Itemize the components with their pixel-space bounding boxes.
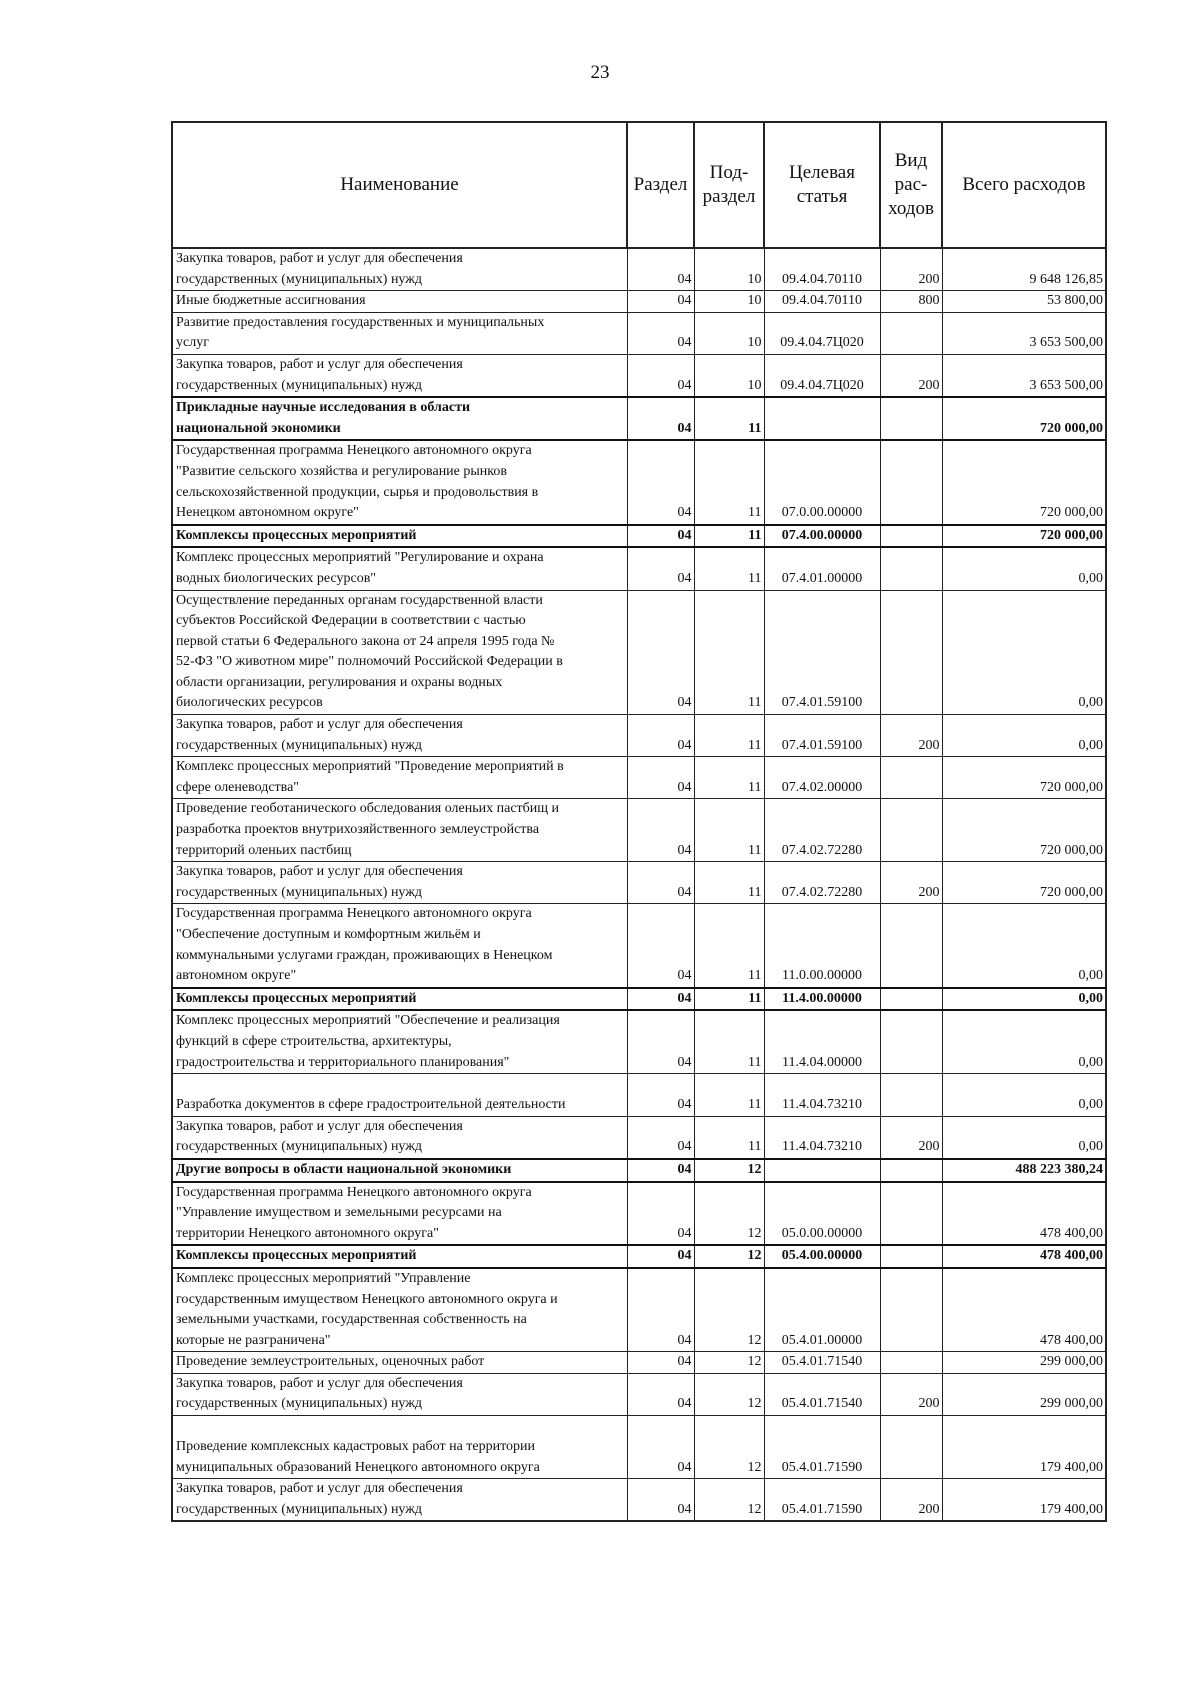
row-vid-cell: 200 [880,862,942,904]
row-name-cell: Закупка товаров, работ и услуг для обеспечения государственных (муниципальных) нужд [172,248,627,291]
row-vid-cell [880,547,942,590]
table-body [172,248,1106,1521]
table-row [172,1074,1106,1117]
row-razdel-cell: 04 [627,1352,694,1374]
row-razdel-cell: 04 [627,248,694,291]
row-total-cell: 0,00 [942,988,1106,1011]
row-podrazdel-cell: 11 [694,715,764,757]
row-vid-cell [880,590,942,715]
row-total-cell: 0,00 [942,1074,1106,1117]
row-name-cell: Иные бюджетные ассигнования [172,291,627,313]
row-vid-cell: 800 [880,291,942,313]
table-row [172,862,1106,904]
row-podrazdel-cell: 10 [694,354,764,397]
row-razdel-cell: 04 [627,1116,694,1159]
row-razdel-cell: 04 [627,1416,694,1479]
row-name-cell: Закупка товаров, работ и услуг для обеспечения государственных (муниципальных) нужд [172,1479,627,1522]
row-name-cell: Осуществление переданных органам государственной власти субъектов Российской Федерации в соответствии с частью первой статьи 6 Федерального закона от 24 апреля 1995 года № 52-ФЗ "О животном мире" полномочий Российской Федерации в области организации, регулирования и охраны водных биологических ресурсов [172,590,627,715]
table-row [172,397,1106,440]
row-celevaya-cell: 05.4.00.00000 [764,1245,880,1268]
row-celevaya-cell: 05.4.01.71590 [764,1479,880,1522]
row-podrazdel-cell: 11 [694,525,764,548]
row-podrazdel-cell: 12 [694,1245,764,1268]
row-celevaya-cell: 09.4.04.70110 [764,291,880,313]
row-name-cell: Проведение геоботанического обследования оленьих пастбищ и разработка проектов внутрихозяйственного землеустройства территорий оленьих пастбищ [172,799,627,862]
row-name-cell: Проведение комплексных кадастровых работ на территории муниципальных образований Ненецкого автономного округа [172,1416,627,1479]
table-row [172,1159,1106,1182]
row-total-cell: 720 000,00 [942,525,1106,548]
row-podrazdel-cell: 11 [694,988,764,1011]
row-razdel-cell: 04 [627,715,694,757]
row-razdel-cell: 04 [627,988,694,1011]
header-razdel: Раздел [627,122,694,248]
row-celevaya-cell: 11.0.00.00000 [764,904,880,988]
table-row [172,904,1106,988]
row-celevaya-cell: 05.4.01.71590 [764,1416,880,1479]
row-vid-cell: 200 [880,1116,942,1159]
row-podrazdel-cell: 12 [694,1159,764,1182]
row-total-cell: 179 400,00 [942,1416,1106,1479]
row-celevaya-cell: 07.4.02.00000 [764,757,880,799]
row-name-cell: Другие вопросы в области национальной экономики [172,1159,627,1182]
table-row [172,291,1106,313]
row-name-cell: Проведение землеустроительных, оценочных работ [172,1352,627,1374]
row-podrazdel-cell: 11 [694,590,764,715]
row-total-cell: 720 000,00 [942,757,1106,799]
row-podrazdel-cell: 11 [694,862,764,904]
budget-table [171,121,1107,1522]
table-row [172,799,1106,862]
table-row [172,1416,1106,1479]
row-celevaya-cell: 11.4.04.73210 [764,1116,880,1159]
row-vid-cell [880,1182,942,1246]
row-razdel-cell: 04 [627,291,694,313]
row-total-cell: 299 000,00 [942,1373,1106,1415]
row-vid-cell [880,1074,942,1117]
row-celevaya-cell: 11.4.04.00000 [764,1010,880,1073]
row-vid-cell [880,397,942,440]
row-vid-cell [880,440,942,524]
row-razdel-cell: 04 [627,1074,694,1117]
row-name-cell: Закупка товаров, работ и услуг для обеспечения государственных (муниципальных) нужд [172,1116,627,1159]
row-podrazdel-cell: 12 [694,1352,764,1374]
row-vid-cell [880,757,942,799]
row-name-cell: Государственная программа Ненецкого автономного округа "Обеспечение доступным и комфортным жильём и коммунальными услугами граждан, проживающих в Ненецком автономном округе" [172,904,627,988]
row-podrazdel-cell: 11 [694,904,764,988]
row-name-cell: Комплекс процессных мероприятий "Обеспечение и реализация функций в сфере строительства, архитектуры, градостроительства и территориального планирования" [172,1010,627,1073]
row-name-cell: Закупка товаров, работ и услуг для обеспечения государственных (муниципальных) нужд [172,1373,627,1415]
row-name-cell: Государственная программа Ненецкого автономного округа "Управление имуществом и земельными ресурсами на территории Ненецкого автономного округа" [172,1182,627,1246]
header-celevaya-statya: Целевая статья [764,122,880,248]
row-celevaya-cell: 05.0.00.00000 [764,1182,880,1246]
row-name-cell: Прикладные научные исследования в области национальной экономики [172,397,627,440]
row-podrazdel-cell: 11 [694,547,764,590]
row-name-cell: Закупка товаров, работ и услуг для обеспечения государственных (муниципальных) нужд [172,715,627,757]
row-vid-cell [880,525,942,548]
table-header-row [172,122,1106,248]
table-row [172,525,1106,548]
row-razdel-cell: 04 [627,1182,694,1246]
row-total-cell: 0,00 [942,590,1106,715]
row-total-cell: 179 400,00 [942,1479,1106,1522]
row-razdel-cell: 04 [627,1268,694,1352]
table-row [172,988,1106,1011]
table-row [172,1116,1106,1159]
row-podrazdel-cell: 10 [694,248,764,291]
table-row [172,1010,1106,1073]
row-total-cell: 478 400,00 [942,1245,1106,1268]
row-celevaya-cell: 07.4.01.59100 [764,590,880,715]
row-vid-cell [880,1010,942,1073]
row-razdel-cell: 04 [627,354,694,397]
row-celevaya-cell: 07.4.02.72280 [764,862,880,904]
row-name-cell: Комплексы процессных мероприятий [172,988,627,1011]
page-number: 23 [590,62,610,83]
row-podrazdel-cell: 11 [694,1010,764,1073]
row-razdel-cell: 04 [627,525,694,548]
row-podrazdel-cell: 11 [694,757,764,799]
row-name-cell: Закупка товаров, работ и услуг для обеспечения государственных (муниципальных) нужд [172,862,627,904]
row-podrazdel-cell: 11 [694,1074,764,1117]
row-vid-cell: 200 [880,1479,942,1522]
row-vid-cell: 200 [880,248,942,291]
table-row [172,1268,1106,1352]
row-celevaya-cell: 09.4.04.70110 [764,248,880,291]
row-name-cell: Комплексы процессных мероприятий [172,1245,627,1268]
table-row [172,1245,1106,1268]
row-podrazdel-cell: 11 [694,799,764,862]
row-total-cell: 0,00 [942,1010,1106,1073]
row-total-cell: 0,00 [942,1116,1106,1159]
row-vid-cell [880,904,942,988]
row-celevaya-cell: 11.4.00.00000 [764,988,880,1011]
header-podrazdel: Под- раздел [694,122,764,248]
row-podrazdel-cell: 12 [694,1416,764,1479]
row-podrazdel-cell: 12 [694,1479,764,1522]
row-celevaya-cell: 07.4.01.00000 [764,547,880,590]
row-razdel-cell: 04 [627,1373,694,1415]
row-razdel-cell: 04 [627,312,694,354]
row-total-cell: 488 223 380,24 [942,1159,1106,1182]
row-vid-cell [880,1268,942,1352]
header-vid-raskhodov: Вид рас- ходов [880,122,942,248]
row-vid-cell: 200 [880,354,942,397]
row-podrazdel-cell: 11 [694,1116,764,1159]
row-name-cell: Государственная программа Ненецкого автономного округа "Развитие сельского хозяйства и регулирование рынков сельскохозяйственной продукции, сырья и продовольствия в Ненецком автономном округе" [172,440,627,524]
row-razdel-cell: 04 [627,799,694,862]
row-vid-cell [880,1245,942,1268]
row-celevaya-cell: 07.4.01.59100 [764,715,880,757]
row-razdel-cell: 04 [627,862,694,904]
row-total-cell: 720 000,00 [942,397,1106,440]
row-total-cell: 3 653 500,00 [942,312,1106,354]
row-celevaya-cell [764,1159,880,1182]
table-row [172,547,1106,590]
row-podrazdel-cell: 11 [694,397,764,440]
row-razdel-cell: 04 [627,904,694,988]
row-razdel-cell: 04 [627,547,694,590]
row-celevaya-cell: 07.0.00.00000 [764,440,880,524]
table-row [172,715,1106,757]
row-vid-cell [880,1159,942,1182]
row-razdel-cell: 04 [627,757,694,799]
row-vid-cell [880,988,942,1011]
row-total-cell: 0,00 [942,547,1106,590]
row-total-cell: 720 000,00 [942,440,1106,524]
row-total-cell: 720 000,00 [942,799,1106,862]
row-vid-cell: 200 [880,715,942,757]
row-name-cell: Комплекс процессных мероприятий "Управление государственным имуществом Ненецкого автономного округа и земельными участками, государственная собственность на которые не разграничена" [172,1268,627,1352]
row-celevaya-cell: 07.4.02.72280 [764,799,880,862]
row-vid-cell: 200 [880,1373,942,1415]
row-celevaya-cell: 05.4.01.71540 [764,1352,880,1374]
row-total-cell: 0,00 [942,715,1106,757]
row-total-cell: 0,00 [942,904,1106,988]
row-total-cell: 3 653 500,00 [942,354,1106,397]
row-celevaya-cell: 05.4.01.71540 [764,1373,880,1415]
budget-table-container [171,121,1107,1522]
row-name-cell: Комплекс процессных мероприятий "Регулирование и охрана водных биологических ресурсов" [172,547,627,590]
row-vid-cell [880,1352,942,1374]
table-row [172,1373,1106,1415]
row-vid-cell [880,312,942,354]
row-celevaya-cell: 09.4.04.7Ц020 [764,312,880,354]
row-podrazdel-cell: 12 [694,1182,764,1246]
row-name-cell: Разработка документов в сфере градостроительной деятельности [172,1074,627,1117]
header-name: Наименование [172,122,627,248]
row-podrazdel-cell: 12 [694,1373,764,1415]
table-row [172,1182,1106,1246]
row-vid-cell [880,1416,942,1479]
table-row [172,440,1106,524]
row-podrazdel-cell: 11 [694,440,764,524]
row-name-cell: Развитие предоставления государственных и муниципальных услуг [172,312,627,354]
row-total-cell: 720 000,00 [942,862,1106,904]
row-podrazdel-cell: 10 [694,291,764,313]
row-razdel-cell: 04 [627,440,694,524]
row-podrazdel-cell: 12 [694,1268,764,1352]
row-name-cell: Комплекс процессных мероприятий "Проведение мероприятий в сфере оленеводства" [172,757,627,799]
table-row [172,1479,1106,1522]
row-total-cell: 53 800,00 [942,291,1106,313]
table-row [172,590,1106,715]
table-row [172,248,1106,291]
row-name-cell: Комплексы процессных мероприятий [172,525,627,548]
row-name-cell: Закупка товаров, работ и услуг для обеспечения государственных (муниципальных) нужд [172,354,627,397]
table-row [172,354,1106,397]
row-razdel-cell: 04 [627,590,694,715]
row-vid-cell [880,799,942,862]
row-total-cell: 9 648 126,85 [942,248,1106,291]
row-razdel-cell: 04 [627,1479,694,1522]
table-row [172,1352,1106,1374]
row-razdel-cell: 04 [627,1010,694,1073]
row-podrazdel-cell: 10 [694,312,764,354]
row-total-cell: 478 400,00 [942,1182,1106,1246]
row-celevaya-cell: 11.4.04.73210 [764,1074,880,1117]
row-razdel-cell: 04 [627,397,694,440]
row-celevaya-cell [764,397,880,440]
row-total-cell: 299 000,00 [942,1352,1106,1374]
header-total: Всего расходов [942,122,1106,248]
table-row [172,312,1106,354]
row-razdel-cell: 04 [627,1159,694,1182]
table-row [172,757,1106,799]
row-razdel-cell: 04 [627,1245,694,1268]
row-celevaya-cell: 09.4.04.7Ц020 [764,354,880,397]
row-celevaya-cell: 05.4.01.00000 [764,1268,880,1352]
row-celevaya-cell: 07.4.00.00000 [764,525,880,548]
row-total-cell: 478 400,00 [942,1268,1106,1352]
